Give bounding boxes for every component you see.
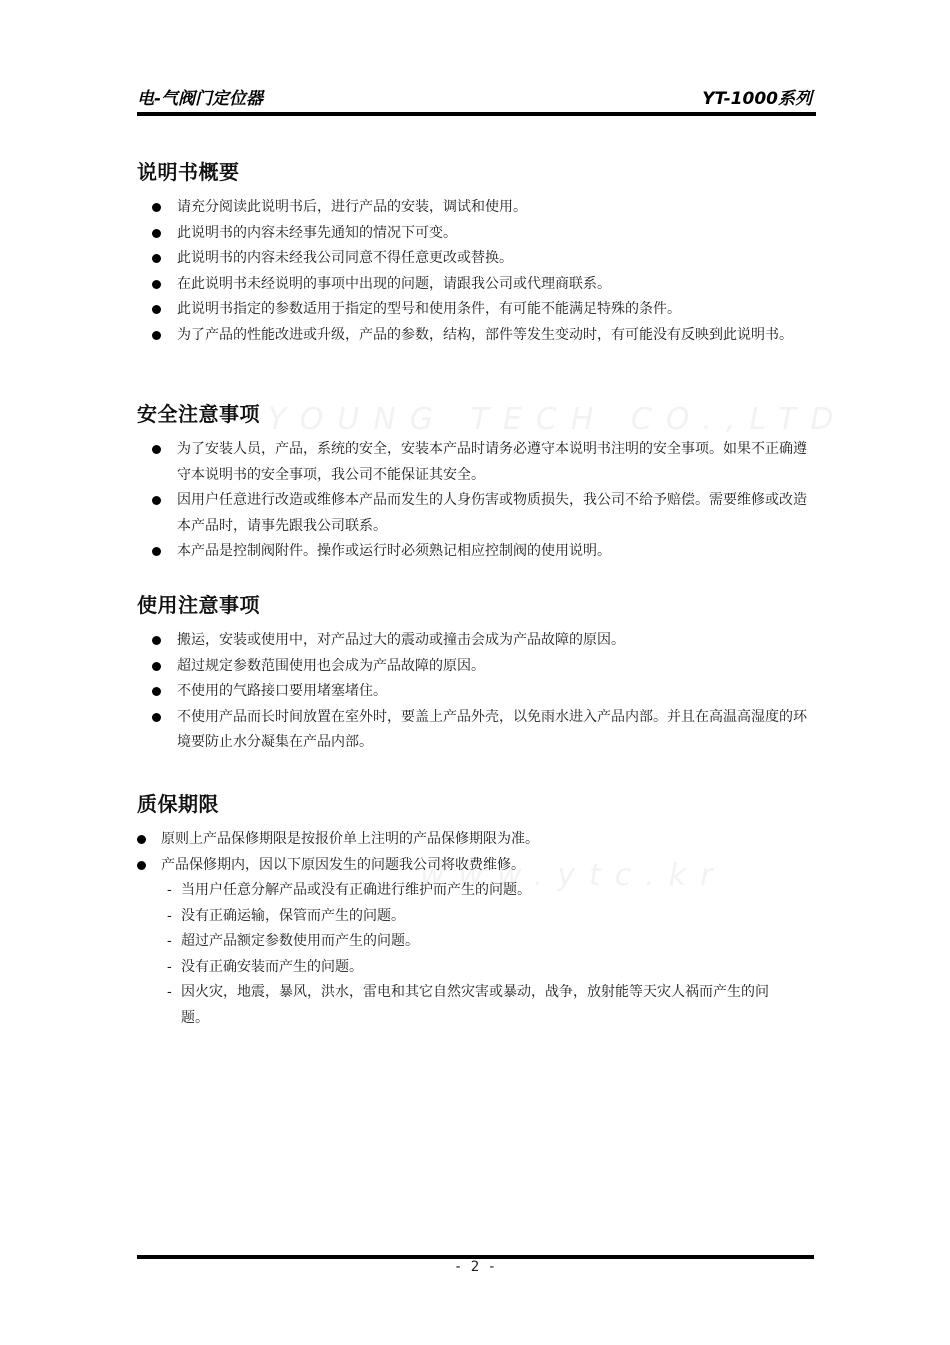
- watermark-company: YOUNG TECH CO.,LTD: [268, 402, 848, 437]
- list-item: 本产品是控制阀附件。操作或运行时必须熟记相应控制阀的使用说明。: [137, 539, 817, 565]
- section-usage-notes: [137, 589, 817, 756]
- dash-list: [137, 878, 817, 1031]
- list-item: 为了安装人员，产品，系统的安全，安装本产品时请务必遵守本说明书注明的安全事项。如果不正确遵守本说明书的安全事项，我公司不能保证其安全。: [137, 437, 817, 488]
- bullet-icon: [152, 662, 161, 671]
- list-item: 搬运，安装或使用中，对产品过大的震动或撞击会成为产品故障的原因。: [137, 628, 817, 654]
- list-item: 不使用产品而长时间放置在室外时，要盖上产品外壳，以免雨水进入产品内部。并且在高温高湿度的环境要防止水分凝集在产品内部。: [137, 705, 817, 756]
- list-item: - 因火灾，地震，暴风，洪水，雷电和其它自然灾害或暴动，战争，放射能等天灾人祸而产生的问题。: [137, 980, 817, 1031]
- section-title: 使用注意事项: [137, 593, 260, 617]
- list-item: 超过规定参数范围使用也会成为产品故障的原因。: [137, 654, 817, 680]
- list-item: - 没有正确安装而产生的问题。: [137, 955, 817, 981]
- page-number: - 2 -: [453, 1259, 497, 1275]
- list-item: 此说明书的内容未经我公司同意不得任意更改或替换。: [137, 246, 817, 272]
- list-item: 因用户任意进行改造或维修本产品而发生的人身伤害或物质损失，我公司不给予赔偿。需要维修或改造本产品时，请事先跟我公司联系。: [137, 488, 817, 539]
- bullet-icon: [152, 203, 161, 212]
- bullet-icon: [152, 687, 161, 696]
- bullet-icon: [137, 861, 146, 870]
- section-title: 质保期限: [137, 792, 219, 816]
- dash-icon: -: [167, 984, 172, 1000]
- section-title: 安全注意事项: [137, 402, 260, 426]
- header-product-title: 电-气阀门定位器: [137, 89, 264, 109]
- section-warranty-period: [137, 788, 817, 1031]
- list-item: 此说明书的内容未经事先通知的情况下可变。: [137, 221, 817, 247]
- bullet-icon: [152, 547, 161, 556]
- list-item: - 超过产品额定参数使用而产生的问题。: [137, 929, 817, 955]
- list-item: - 没有正确运输，保管而产生的问题。: [137, 904, 817, 930]
- bullet-icon: [137, 835, 146, 844]
- watermark-website: www.ytc.kr: [420, 858, 727, 893]
- list-item: 为了产品的性能改进或升级，产品的参数，结构，部件等发生变动时，有可能没有反映到此说明书。: [137, 323, 817, 349]
- bullet-icon: [152, 254, 161, 263]
- bullet-icon: [152, 636, 161, 645]
- section-title: 说明书概要: [137, 160, 240, 184]
- dash-icon: -: [167, 958, 172, 975]
- list-item: - 当用户任意分解产品或没有正确进行维护而产生的问题。: [137, 878, 817, 904]
- bullet-icon: [152, 305, 161, 314]
- bullet-list: [137, 827, 817, 878]
- bullet-icon: [152, 280, 161, 289]
- bullet-list: [137, 628, 817, 756]
- bullet-icon: [152, 229, 161, 238]
- list-item: 产品保修期内，因以下原因发生的问题我公司将收费维修。: [137, 853, 817, 879]
- section-safety-notes: [137, 398, 817, 565]
- list-item: 此说明书指定的参数适用于指定的型号和使用条件，有可能不能满足特殊的条件。: [137, 297, 817, 323]
- bullet-icon: [152, 713, 161, 722]
- dash-icon: -: [167, 882, 172, 898]
- list-item: 不使用的气路接口要用堵塞堵住。: [137, 679, 817, 705]
- header-series-title: YT-1000系列: [702, 89, 812, 109]
- bullet-list: [137, 437, 817, 565]
- bullet-icon: [152, 331, 161, 340]
- section-manual-overview: [137, 156, 817, 348]
- bullet-icon: [152, 445, 161, 454]
- bullet-list: [137, 195, 817, 348]
- page-header: [137, 88, 816, 116]
- dash-icon: -: [167, 907, 172, 924]
- bullet-icon: [152, 496, 161, 505]
- list-item: 在此说明书未经说明的事项中出现的问题，请跟我公司或代理商联系。: [137, 272, 817, 298]
- list-item: 原则上产品保修期限是按报价单上注明的产品保修期限为准。: [137, 827, 817, 853]
- dash-icon: -: [167, 933, 172, 949]
- list-item: 请充分阅读此说明书后，进行产品的安装，调试和使用。: [137, 195, 817, 221]
